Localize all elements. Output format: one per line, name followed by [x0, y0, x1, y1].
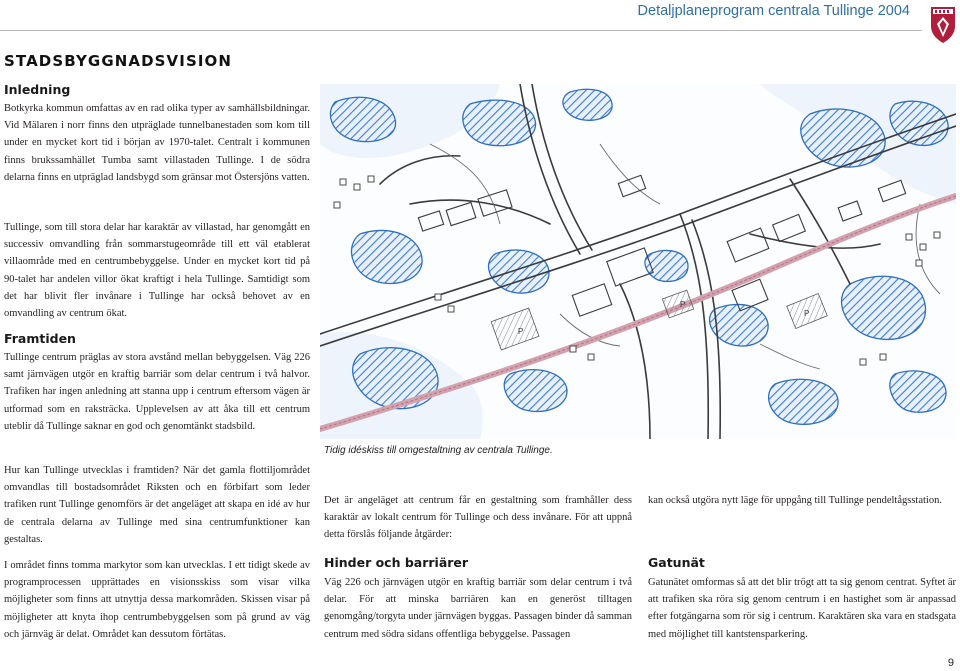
- sketch-map-drawing: [320, 84, 956, 439]
- paragraph-atgarder-intro: Det är angeläget att centrum får en gestaltning som framhåller dess karaktär av lokalt centrum för Tullinge och dess invånare. För att uppnå detta förslås följande åtgärder:: [324, 495, 632, 541]
- sketch-map: [320, 84, 956, 439]
- heading-hinder-och-barriarer: Hinder och barriärer: [324, 555, 469, 570]
- figure-caption: Tidig idéskiss till omgestaltning av centrala Tullinge.: [324, 445, 553, 456]
- heading-framtiden: Framtiden: [4, 331, 76, 346]
- svg-text:P: P: [680, 300, 686, 309]
- heading-gatunat: Gatunät: [648, 555, 705, 570]
- svg-text:P: P: [804, 309, 810, 318]
- heading-inledning: Inledning: [4, 82, 71, 97]
- paragraph-inledning-2: Tullinge, som till stora delar har karaktär av villastad, har genomgått en successiv omvandling från sommarstugeområde till ett väl etablerat villaområde med en centrumbebyggelse. Under en mycket kort tid på 90-talet har andelen villor ökat kraftigt i hela Tullinge. Samtidigt som det har blivit fler invånare i Tullinge har också behovet av en omvandling av centrum ökat.: [4, 222, 310, 320]
- header-rule: [0, 30, 922, 31]
- paragraph-pendeltag: kan också utgöra nytt läge för uppgång till Tullinge pendeltågsstation.: [648, 495, 942, 506]
- paragraph-framtiden-3: I området finns tomma markytor som kan utvecklas. I ett tidigt skede av programprocessen upprättades en visionsskiss som visar vilka möjligheter som finns att utnyttja dessa markområden. Skissen visar på möjligheter att knyta ihop centrumbebyggelsen som på grund av väg och järnväg är delat. Området kan dessutom förtätas.: [4, 560, 310, 640]
- paragraph-hinder: Väg 226 och järnvägen utgör en kraftig barriär som delar centrum i två delar. För att minska barriären kan en generöst tilltagen genomgång/torgyta under järnvägen byggas. Passagen binder då samman centrum med södra sidans offentliga bebyggelse. Passagen: [324, 577, 632, 640]
- paragraph-framtiden-1: Tullinge centrum präglas av stora avstånd mellan bebyggelsen. Väg 226 samt järnvägen utgör en kraftig barriär som delar centrum i två halvor. Trafiken har ingen anledning att stanna upp i centrum eftersom vägen är utformad som en raksträcka. Upplevelsen av att åka till ett centrum uteblir då Tullinge saknar en god och genomtänkt stadsbild.: [4, 352, 310, 432]
- document-title: Detaljplaneprogram centrala Tullinge 2004: [637, 3, 910, 19]
- paragraph-framtiden-2: Hur kan Tullinge utvecklas i framtiden? När det gamla flottiljområdet omvandlas till bostadsområdet Riksten och en förbifart som leder trafiken runt Tullinge genomförs är det angeläget att skapa en idé av hur de centrala delarna av Tullinge med sina centrumfunktioner kan gestaltas.: [4, 465, 310, 545]
- svg-text:P: P: [518, 327, 524, 336]
- municipal-crest-icon: [929, 4, 957, 44]
- paragraph-inledning-1: Botkyrka kommun omfattas av en rad olika typer av samhällsbildningar. Vid Mälaren i norr finns den utpräglade tunnelbanestaden som kom till under en mycket kort tid i början av 1970-talet. Centralt i kommunen finns brukssamhället Tumba samt villastaden Tullinge. I de södra delarna finns en utpräglad landsbygd som gränsar mot Östersjöns vatten.: [4, 103, 310, 183]
- paragraph-gatunat: Gatunätet omformas så att det blir trögt att ta sig genom centrat. Syftet är att trafiken ska röra sig genom centrum i en hastighet som är anpassad efter fotgängarna som rör sig i centrum. Karaktären ska vara en stadsgata med möjlighet till kantstensparkering.: [648, 577, 956, 640]
- page-number: 9: [947, 657, 954, 669]
- page-title: STADSBYGGNADSVISION: [4, 52, 233, 70]
